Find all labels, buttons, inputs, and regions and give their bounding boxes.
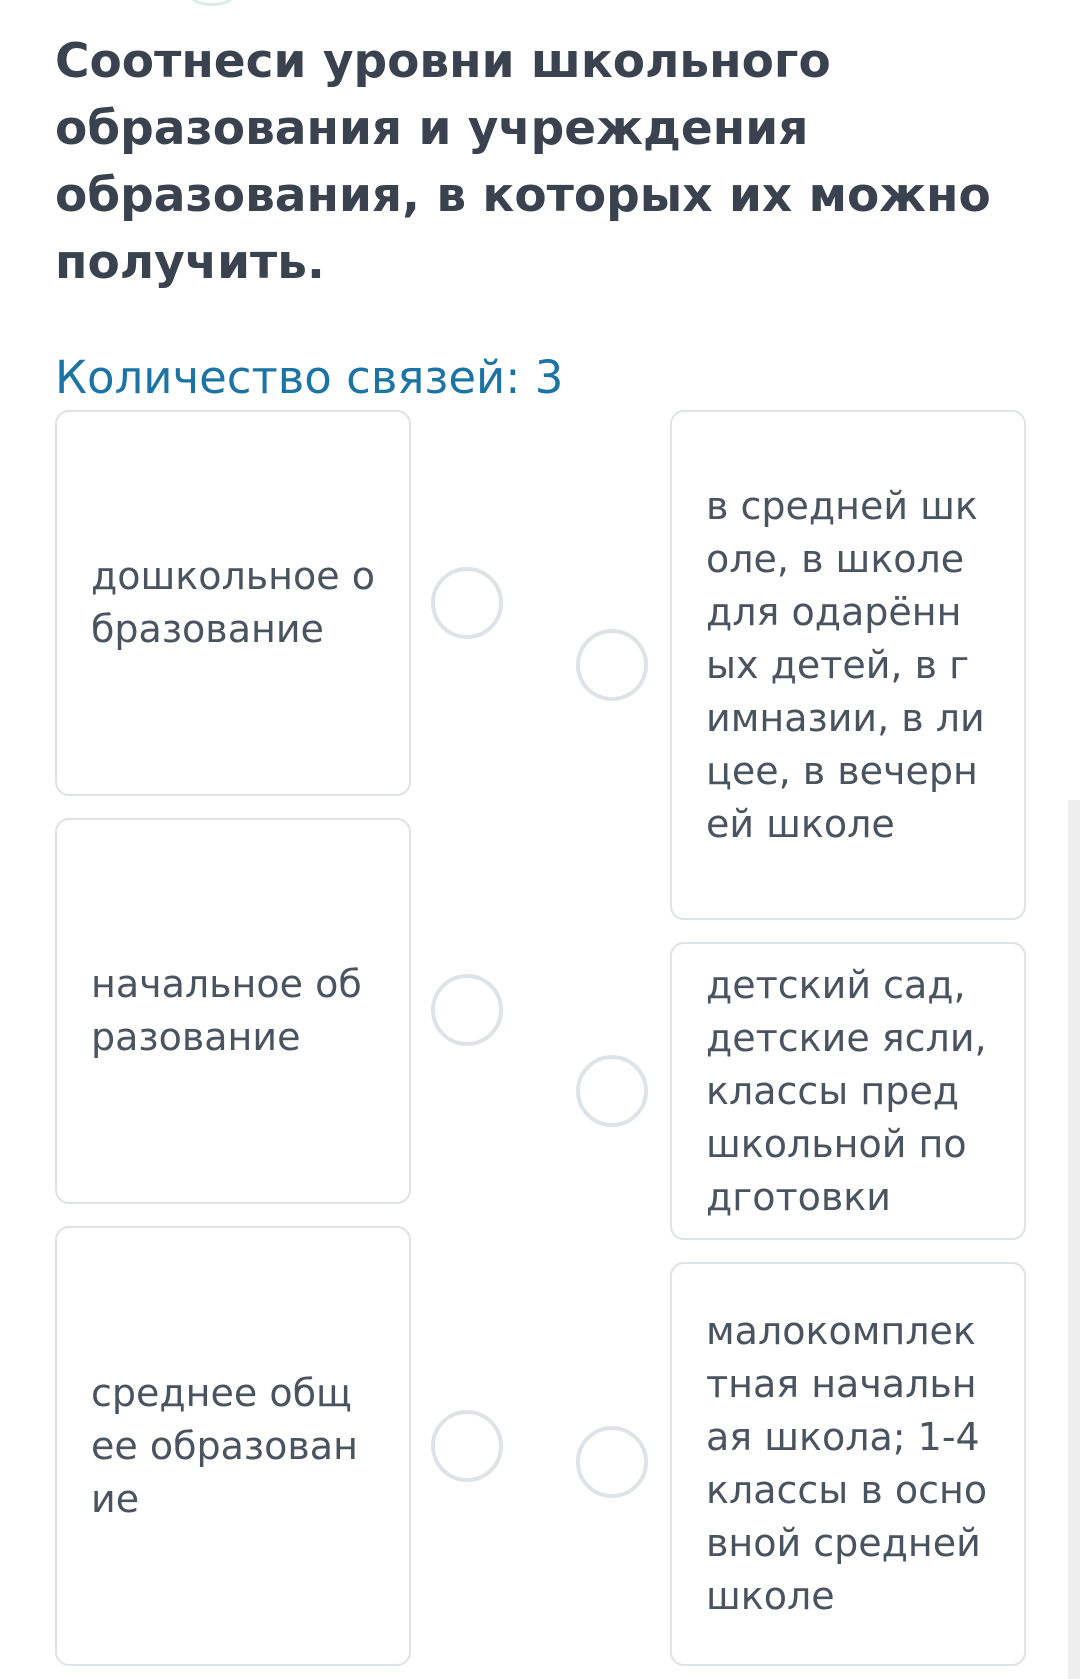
left-card-primary[interactable]: [55, 818, 411, 1204]
left-connector-circle-icon[interactable]: [431, 974, 503, 1046]
top-decoration: [190, 0, 234, 6]
right-card-kindergarten[interactable]: [670, 942, 1026, 1240]
left-card-label: среднее общее образование: [91, 1370, 358, 1521]
right-card-primary-school[interactable]: [670, 1262, 1026, 1666]
left-card-label: дошкольное образование: [91, 554, 375, 651]
right-connector-circle-icon[interactable]: [576, 1055, 648, 1127]
connections-count: Количество связей: 3: [55, 351, 564, 404]
right-card-label: в средней школе, в школе для одарённых детей, в гимназии, в лицее, в вечерней школе: [706, 483, 985, 846]
question-title: Соотнеси уровни школьного образования и учреждения образования, в которых их можно получить.: [55, 34, 991, 290]
right-card-label: детский сад, детские ясли, классы предшкольной подготовки: [706, 962, 987, 1219]
left-card-secondary[interactable]: [55, 1226, 411, 1666]
left-connector-circle-icon[interactable]: [431, 1410, 503, 1482]
scrollbar[interactable]: [1068, 800, 1080, 1679]
right-card-label: малокомплектная начальная школа; 1-4 классы в основной средней школе: [706, 1309, 988, 1618]
right-connector-circle-icon[interactable]: [576, 629, 648, 701]
right-connector-circle-icon[interactable]: [576, 1426, 648, 1498]
left-card-preschool[interactable]: [55, 410, 411, 796]
right-card-secondary-schools[interactable]: [670, 410, 1026, 920]
left-card-label: начальное образование: [91, 962, 362, 1059]
left-connector-circle-icon[interactable]: [431, 567, 503, 639]
